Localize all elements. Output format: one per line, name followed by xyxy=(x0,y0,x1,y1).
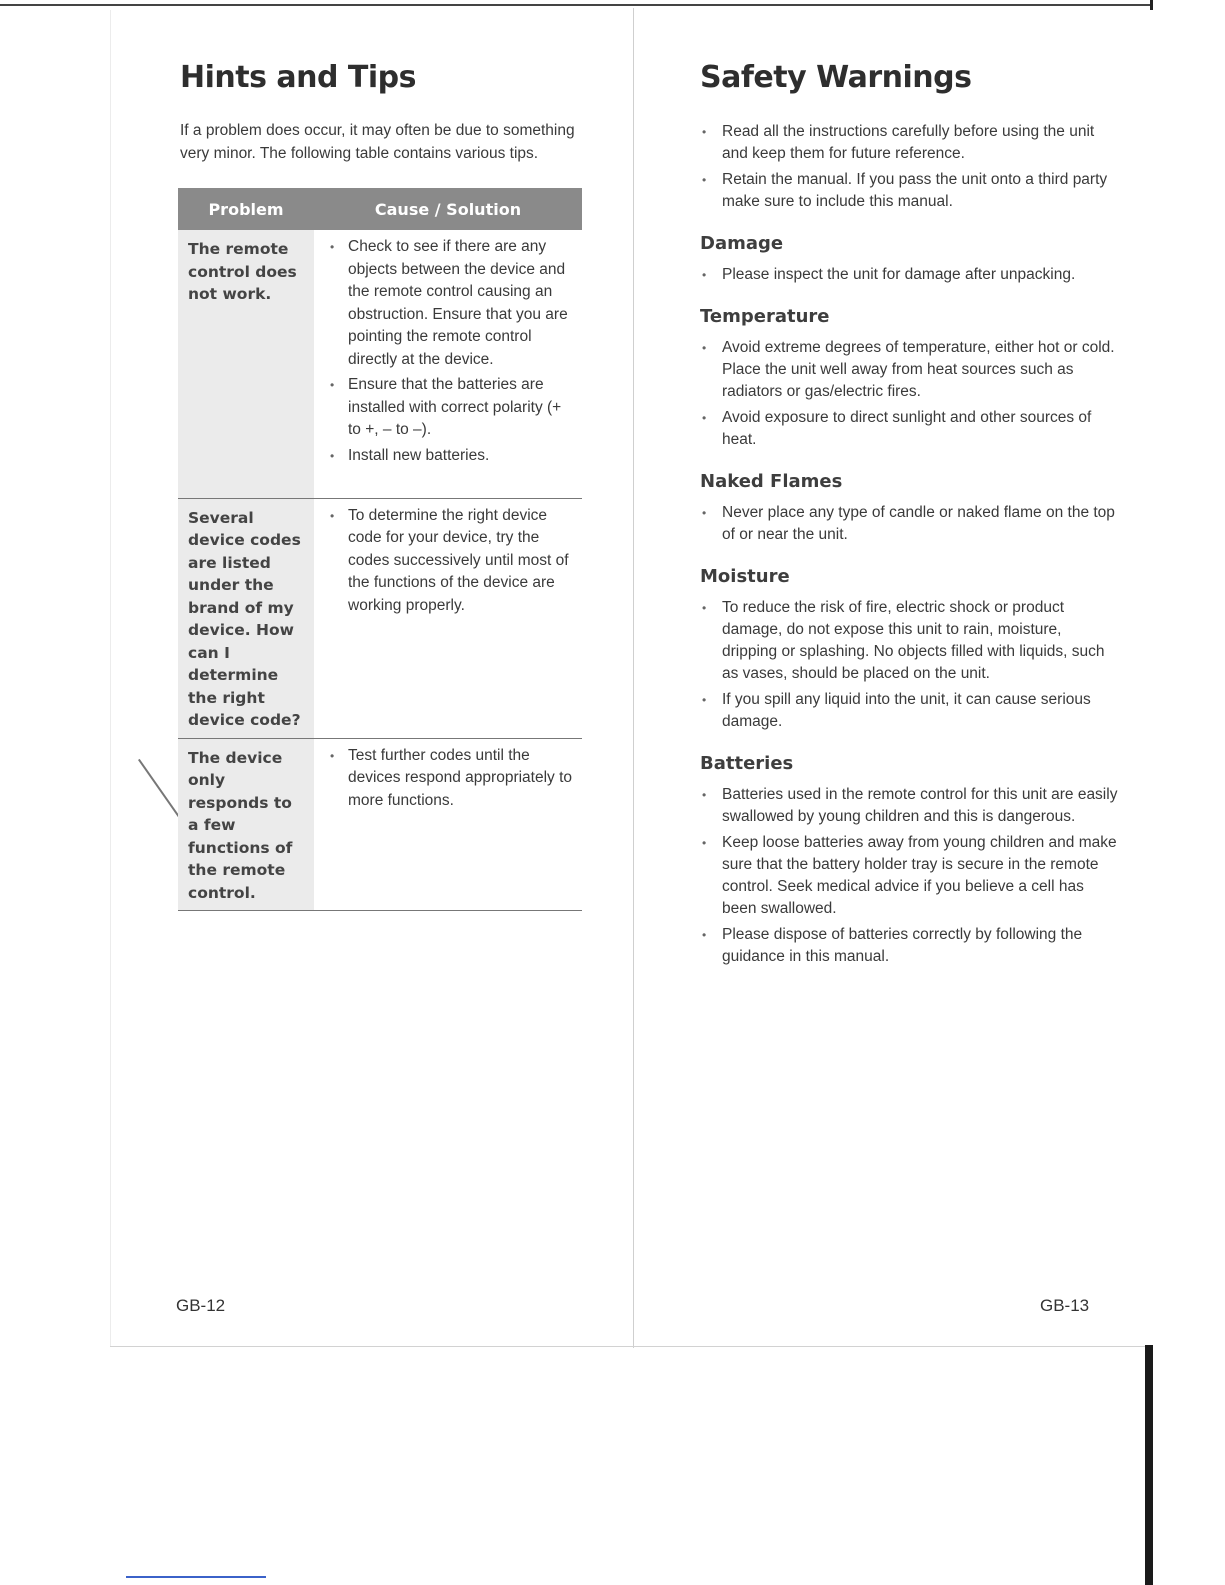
list-item: • Avoid exposure to direct sunlight and other sources of heat. xyxy=(700,407,1120,451)
problem-cell: The device only responds to a few functions of the remote control. xyxy=(178,738,314,911)
solution-cell xyxy=(314,738,582,911)
list-item: • Never place any type of candle or naked flame on the top of or near the unit. xyxy=(700,502,1120,546)
right-page xyxy=(700,60,1120,972)
list-item: • Read all the instructions carefully before using the unit and keep them for future reference. xyxy=(700,121,1120,165)
solution-item: • Ensure that the batteries are installed with correct polarity (+ to +, – to –). xyxy=(328,374,574,442)
scan-top-rule xyxy=(0,4,1152,6)
batteries-list xyxy=(700,784,1120,968)
naked-flames-list xyxy=(700,502,1120,546)
temperature-list xyxy=(700,337,1120,451)
hints-title: Hints and Tips xyxy=(180,60,416,95)
list-item: • Please inspect the unit for damage after unpacking. xyxy=(700,264,1120,286)
scan-stray-mark xyxy=(138,759,180,817)
solution-item: • To determine the right device code for your device, try the codes successively until most of the functions of the device are working properly. xyxy=(328,505,574,618)
scan-corner-mark xyxy=(1150,0,1153,10)
section-heading-moisture: Moisture xyxy=(700,566,790,587)
scan-bottom-mark xyxy=(126,1576,266,1578)
left-page xyxy=(180,60,590,902)
list-item: • Keep loose batteries away from young children and make sure that the battery holder tray is secure in the remote control. Seek medical advice if you believe a cell has been swallowed. xyxy=(700,832,1120,920)
list-item: • If you spill any liquid into the unit, it can cause serious damage. xyxy=(700,689,1120,733)
section-heading-temperature: Temperature xyxy=(700,306,830,327)
scan-edge-bar xyxy=(1145,1345,1153,1585)
page-number-left: GB-12 xyxy=(176,1296,226,1315)
problem-cell: Several device codes are listed under the brand of my device. How can I determine the right device code? xyxy=(178,498,314,738)
list-item: • Batteries used in the remote control for this unit are easily swallowed by young children and this is dangerous. xyxy=(700,784,1120,828)
safety-title: Safety Warnings xyxy=(700,60,972,95)
section-heading-damage: Damage xyxy=(700,233,784,254)
header-problem: Problem xyxy=(178,188,314,230)
list-item: • To reduce the risk of fire, electric shock or product damage, do not expose this unit to rain, moisture, dripping or splashing. No objects filled with liquids, such as vases, should be placed on the unit. xyxy=(700,597,1120,685)
solution-item: • Test further codes until the devices respond appropriately to more functions. xyxy=(328,745,574,813)
solution-cell xyxy=(314,230,582,498)
header-cause-solution: Cause / Solution xyxy=(314,188,582,230)
solution-item: • Install new batteries. xyxy=(328,445,574,468)
damage-list xyxy=(700,264,1120,286)
list-item: • Avoid extreme degrees of temperature, either hot or cold. Place the unit well away from heat sources such as radiators or gas/electric fires. xyxy=(700,337,1120,403)
table-row xyxy=(178,230,582,498)
section-heading-naked-flames: Naked Flames xyxy=(700,471,843,492)
table-row xyxy=(178,738,582,911)
page-left-edge xyxy=(110,10,111,1346)
solution-item: • Check to see if there are any objects between the device and the remote control causing an obstruction. Ensure that you are pointing the remote control directly at the device. xyxy=(328,236,574,371)
list-item: • Retain the manual. If you pass the unit onto a third party make sure to include this manual. xyxy=(700,169,1120,213)
page-fold-line xyxy=(633,8,634,1348)
table-row xyxy=(178,498,582,738)
page-number-right: GB-13 xyxy=(1040,1296,1090,1315)
page-bottom-edge xyxy=(110,1346,1150,1347)
problem-cell: The remote control does not work. xyxy=(178,230,314,498)
hints-table xyxy=(178,188,582,911)
moisture-list xyxy=(700,597,1120,733)
list-item: • Please dispose of batteries correctly by following the guidance in this manual. xyxy=(700,924,1120,968)
hints-intro: If a problem does occur, it may often be due to something very minor. The following table contains various tips. xyxy=(180,122,575,162)
safety-intro-list xyxy=(700,121,1120,213)
solution-cell xyxy=(314,498,582,738)
section-heading-batteries: Batteries xyxy=(700,753,794,774)
